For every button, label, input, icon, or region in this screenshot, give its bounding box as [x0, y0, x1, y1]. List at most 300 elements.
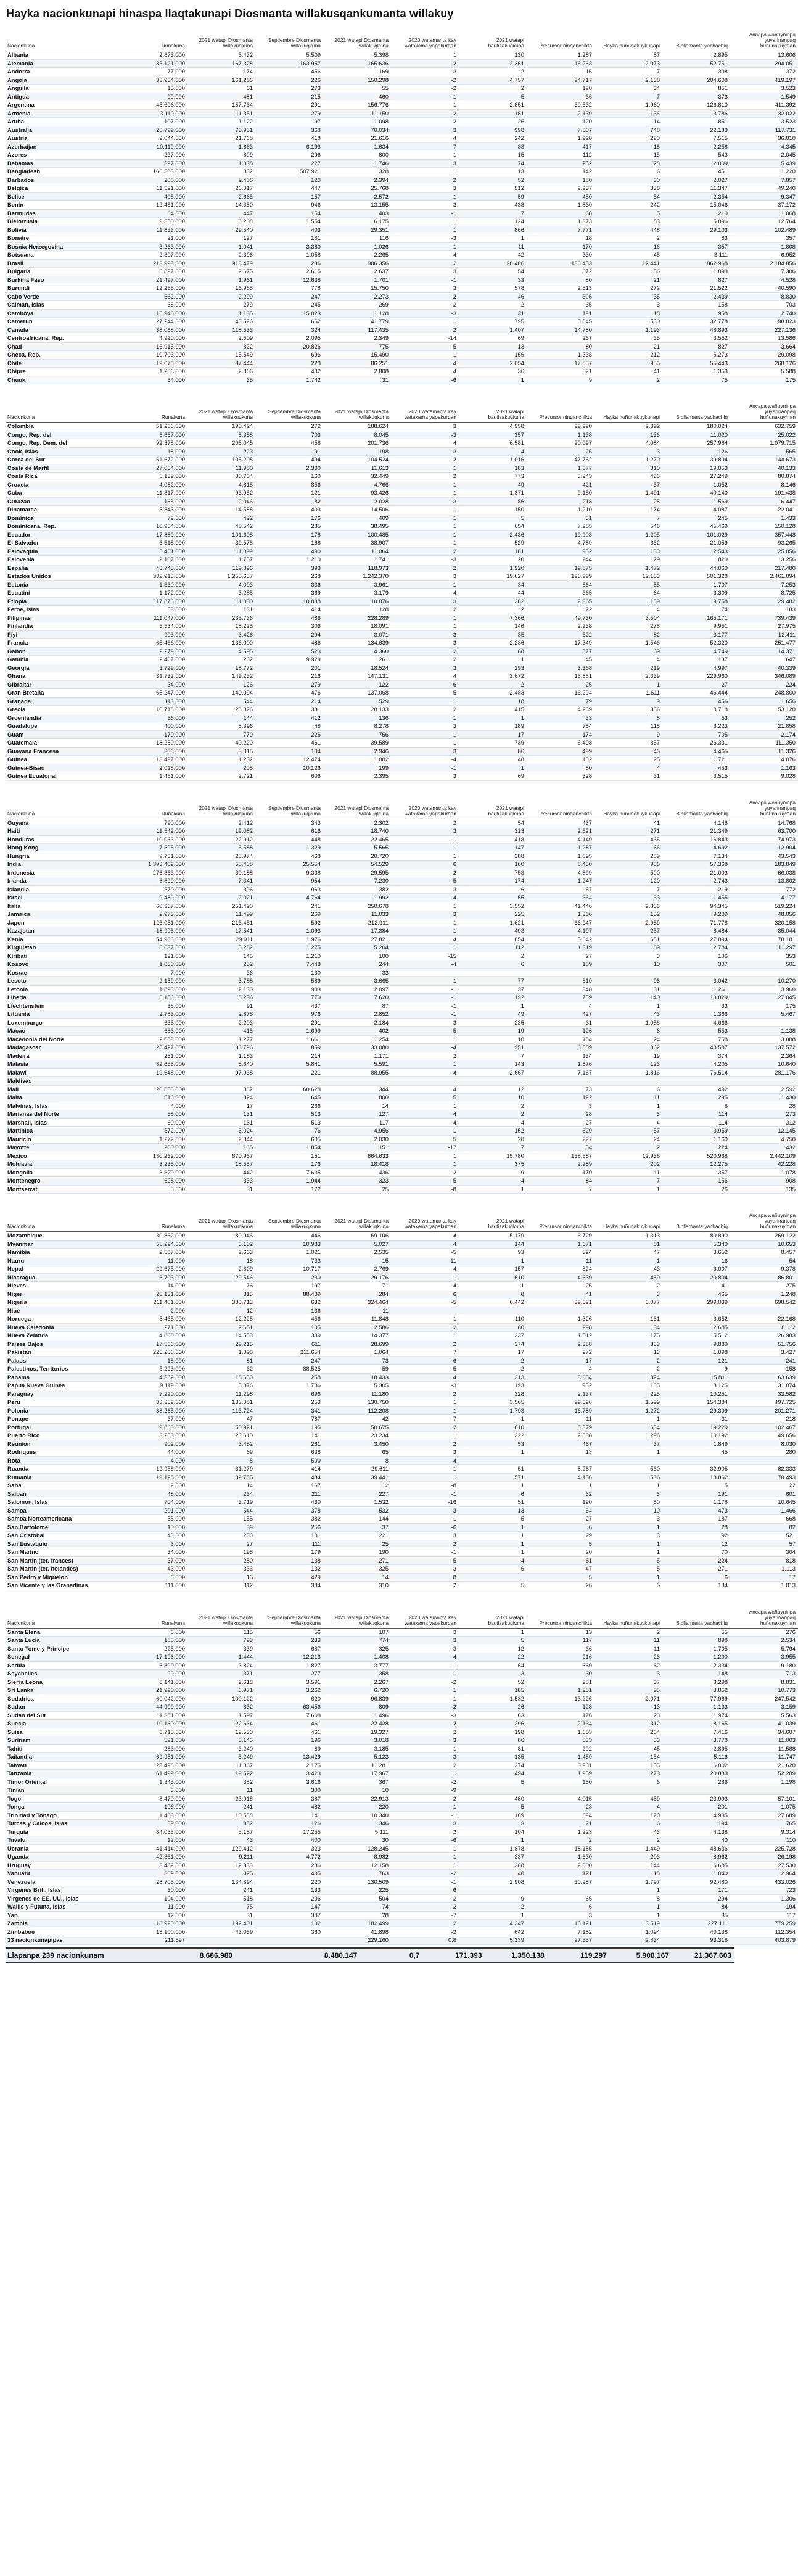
- table-cell: 1.068: [730, 209, 798, 218]
- table-cell: 62: [187, 1365, 255, 1374]
- table-cell: 763: [323, 1870, 391, 1878]
- table-cell: 194: [662, 1820, 730, 1828]
- country-name: Yap: [6, 1911, 120, 1920]
- table-cell: 1: [459, 1540, 527, 1548]
- table-cell: 7.220.000: [120, 1390, 187, 1398]
- table-cell: 312: [187, 1582, 255, 1590]
- column-header: Bibliamanta yachachiq: [662, 1207, 730, 1232]
- table-cell: 31: [527, 1018, 594, 1027]
- table-cell: 81: [187, 1356, 255, 1365]
- table-cell: 120: [255, 176, 323, 184]
- country-name: Guinea: [6, 756, 120, 764]
- table-cell: 998: [459, 126, 527, 134]
- table-cell: 261: [255, 1440, 323, 1448]
- table-cell: 1.532: [459, 1695, 527, 1703]
- table-cell: 40: [662, 1836, 730, 1845]
- table-cell: 3.177: [662, 630, 730, 639]
- table-cell: 8: [323, 1456, 391, 1465]
- table-cell: 3.423: [255, 1770, 323, 1778]
- table-cell: 1: [459, 714, 527, 722]
- table-cell: 130: [255, 968, 323, 977]
- table-cell: 809: [323, 1703, 391, 1712]
- table-cell: 136.453: [527, 259, 594, 268]
- country-name: Virgenes de EE. UU., Islas: [6, 1894, 120, 1903]
- table-cell: 499: [527, 747, 594, 756]
- table-cell: 11.613: [323, 464, 391, 473]
- table-cell: 5.180.000: [120, 994, 187, 1002]
- table-cell: 52.289: [730, 1770, 798, 1778]
- table-cell: 121: [662, 1356, 730, 1365]
- table-cell: 14.583: [187, 1332, 255, 1340]
- table-cell: 53: [662, 714, 730, 722]
- table-row: [6, 1332, 798, 1340]
- table-cell: 11: [594, 1645, 662, 1653]
- table-cell: 4: [391, 134, 459, 143]
- table-cell: -14: [391, 334, 459, 343]
- table-cell: 380.713: [187, 1298, 255, 1307]
- table-cell: 54: [459, 268, 527, 276]
- table-cell: 2.000: [120, 1482, 187, 1490]
- table-cell: 3.000: [120, 1540, 187, 1548]
- table-cell: 14: [594, 118, 662, 126]
- table-cell: 29.596: [527, 1398, 594, 1407]
- table-cell: 325: [323, 1565, 391, 1574]
- table-row: [6, 1490, 798, 1498]
- country-name: Samoa Norteamericana: [6, 1515, 120, 1524]
- country-name: Eslovenia: [6, 556, 120, 564]
- table-cell: 2.396: [187, 251, 255, 260]
- table-cell: 9.880: [662, 1340, 730, 1348]
- table-cell: 632: [255, 1298, 323, 1307]
- table-cell: 2.908: [459, 1878, 527, 1886]
- country-name: Malvinas, Islas: [6, 1102, 120, 1110]
- table-cell: 22.041: [730, 506, 798, 514]
- table-cell: 61: [187, 85, 255, 93]
- table-cell: 8.725: [730, 589, 798, 598]
- table-cell: 8: [594, 1894, 662, 1903]
- table-cell: 55.408: [187, 861, 255, 869]
- table-cell: 36: [527, 93, 594, 101]
- table-row: [6, 506, 798, 514]
- table-cell: 12.158: [323, 1861, 391, 1870]
- table-cell: 42: [323, 1415, 391, 1424]
- table-cell: 1: [459, 1185, 527, 1194]
- table-cell: 1: [391, 522, 459, 531]
- table-cell: 5.379: [527, 1423, 594, 1432]
- table-cell: 9.951: [662, 622, 730, 631]
- table-cell: 213.451: [187, 919, 255, 927]
- table-cell: 1.193: [594, 326, 662, 334]
- table-cell: 346.089: [730, 672, 798, 681]
- table-cell: -1: [391, 1515, 459, 1524]
- table-cell: 93.318: [662, 1936, 730, 1945]
- table-cell: 136: [255, 1307, 323, 1315]
- table-cell: 60.042.000: [120, 1695, 187, 1703]
- table-cell: 1.198: [730, 1778, 798, 1786]
- table-cell: 533: [527, 1736, 594, 1745]
- table-cell: 10: [459, 1035, 527, 1044]
- table-cell: 10.773: [730, 1686, 798, 1695]
- table-cell: 150: [459, 506, 527, 514]
- table-row: [6, 1168, 798, 1177]
- table-cell: 35: [187, 376, 255, 384]
- table-cell: 68: [527, 209, 594, 218]
- table-cell: 89: [594, 944, 662, 952]
- table-cell: 221: [255, 1068, 323, 1077]
- country-name: Palaos: [6, 1356, 120, 1365]
- table-row: [6, 1027, 798, 1036]
- table-row: [6, 1440, 798, 1448]
- column-header: Nacionkuna: [6, 1207, 120, 1232]
- table-cell: 2.946: [323, 747, 391, 756]
- table-cell: 632.759: [730, 423, 798, 431]
- table-cell: 269.122: [730, 1232, 798, 1241]
- country-name: Timor Oriental: [6, 1778, 120, 1786]
- table-cell: 273: [255, 85, 323, 93]
- table-row: [6, 1290, 798, 1298]
- country-name: Burkina Faso: [6, 276, 120, 284]
- table-row: [6, 1232, 798, 1241]
- country-name: Trinidad y Tobago: [6, 1811, 120, 1820]
- table-cell: 14: [187, 1482, 255, 1490]
- table-cell: 2.856: [594, 902, 662, 910]
- table-cell: 251.477: [730, 639, 798, 648]
- table-cell: 190: [527, 1498, 594, 1507]
- table-cell: 6.685: [662, 1861, 730, 1870]
- table-row: [6, 514, 798, 522]
- table-cell: 5: [459, 1778, 527, 1786]
- table-cell: 134: [527, 1052, 594, 1060]
- table-row: [6, 334, 798, 343]
- table-cell: -1: [391, 764, 459, 772]
- table-row: [6, 852, 798, 861]
- column-header: Bibliamanta yachachiq: [662, 27, 730, 51]
- table-cell: 1.113: [730, 1565, 798, 1574]
- table-row: [6, 118, 798, 126]
- table-cell: 28.705.000: [120, 1878, 187, 1886]
- table-cell: 30: [594, 176, 662, 184]
- country-name: Belgica: [6, 184, 120, 193]
- country-name: Saipan: [6, 1490, 120, 1498]
- table-cell: 65: [323, 1448, 391, 1457]
- table-cell: 40: [459, 1870, 527, 1878]
- table-cell: 2.586: [323, 1323, 391, 1332]
- table-cell: 37.000: [120, 1556, 187, 1565]
- table-cell: 2: [391, 606, 459, 614]
- table-cell: 2.769: [323, 1265, 391, 1274]
- table-cell: 97: [255, 118, 323, 126]
- table-cell: 38.495: [323, 522, 391, 531]
- table-cell: 53.120: [730, 706, 798, 714]
- table-cell: 27.689: [730, 1811, 798, 1820]
- table-cell: 4: [594, 1118, 662, 1127]
- table-cell: 191: [662, 1490, 730, 1498]
- table-cell: 866: [459, 226, 527, 234]
- table-cell: 529: [459, 539, 527, 548]
- table-cell: 39.621: [527, 1298, 594, 1307]
- table-cell: 20.826: [255, 342, 323, 351]
- table-cell: 1: [594, 1903, 662, 1912]
- table-cell: 774: [323, 1637, 391, 1645]
- table-cell: 324: [594, 1373, 662, 1382]
- table-cell: 1.128: [323, 309, 391, 318]
- table-cell: 328: [527, 772, 594, 781]
- table-cell: -3: [391, 1711, 459, 1720]
- table-cell: 235.736: [187, 614, 255, 622]
- country-name: Gabon: [6, 647, 120, 656]
- table-cell: 1.338: [527, 351, 594, 360]
- table-cell: 516.000: [120, 1094, 187, 1102]
- country-name: Filipinas: [6, 614, 120, 622]
- table-cell: 2: [391, 547, 459, 556]
- table-cell: 144.673: [730, 456, 798, 464]
- table-cell: 136: [323, 714, 391, 722]
- table-cell: [459, 1456, 527, 1465]
- table-cell: 247.542: [730, 1695, 798, 1703]
- table-cell: 2: [459, 1365, 527, 1374]
- table-cell: 1.701: [323, 276, 391, 284]
- table-cell: 571: [459, 1473, 527, 1482]
- table-row: [6, 1744, 798, 1753]
- table-cell: 564: [527, 580, 594, 589]
- table-cell: 25: [594, 497, 662, 506]
- country-name: Senegal: [6, 1653, 120, 1662]
- statistics-table: [6, 1207, 798, 1590]
- table-cell: 1.576: [527, 1060, 594, 1069]
- table-cell: 415: [459, 706, 527, 714]
- table-cell: 35: [527, 301, 594, 310]
- table-row: [6, 647, 798, 656]
- table-row: [6, 1348, 798, 1357]
- table-cell: 13: [459, 342, 527, 351]
- table-cell: -6: [391, 680, 459, 689]
- table-cell: 165.000: [120, 497, 187, 506]
- table-cell: 2.339: [594, 672, 662, 681]
- table-cell: 66.947: [527, 919, 594, 927]
- column-header: Hayka huñunakuykunapi: [594, 398, 662, 423]
- table-cell: 3.552: [662, 334, 730, 343]
- table-cell: 20.804: [662, 1273, 730, 1282]
- table-row: [6, 447, 798, 456]
- table-cell: 2: [459, 952, 527, 960]
- column-header: Ancapa wañuyninpa yuyarinanpaq huñunakuyman: [730, 398, 798, 423]
- table-cell: 194: [730, 1903, 798, 1912]
- table-cell: 118.533: [187, 326, 255, 334]
- table-cell: 2: [459, 1102, 527, 1110]
- table-cell: 25: [527, 447, 594, 456]
- table-cell: 20.406: [459, 259, 527, 268]
- table-cell: 156: [662, 1177, 730, 1186]
- table-cell: 493: [459, 927, 527, 936]
- table-row: [6, 201, 798, 210]
- table-cell: 1.082: [323, 756, 391, 764]
- table-cell: 3.719: [187, 1498, 255, 1507]
- country-name: Guam: [6, 730, 120, 739]
- table-cell: 117: [527, 1637, 594, 1645]
- table-cell: 1.699: [255, 1027, 323, 1036]
- table-cell: 1.854: [255, 1144, 323, 1152]
- country-name: Ghana: [6, 672, 120, 681]
- table-cell: 436: [323, 1168, 391, 1177]
- table-cell: 4: [527, 1365, 594, 1374]
- country-name: San Bartolome: [6, 1523, 120, 1532]
- table-cell: 3.018: [323, 1736, 391, 1745]
- table-cell: 2.000: [120, 1307, 187, 1315]
- table-cell: 224: [662, 1144, 730, 1152]
- table-cell: 779.259: [730, 1920, 798, 1928]
- table-cell: 102.467: [730, 1423, 798, 1432]
- country-name: Sudan del Sur: [6, 1711, 120, 1720]
- table-cell: 6.518.000: [120, 539, 187, 548]
- table-cell: 50: [527, 764, 594, 772]
- table-cell: 104.000: [120, 1894, 187, 1903]
- table-row: [6, 1185, 798, 1194]
- table-cell: -2: [391, 301, 459, 310]
- table-cell: 1.178: [662, 1498, 730, 1507]
- table-cell: 2.873.000: [120, 51, 187, 60]
- table-cell: 87.444: [187, 359, 255, 368]
- country-name: Canada: [6, 326, 120, 334]
- table-cell: 16.121: [527, 1920, 594, 1928]
- table-cell: 4.772: [255, 1853, 323, 1862]
- table-cell: 154: [255, 209, 323, 218]
- table-cell: 1: [391, 622, 459, 631]
- table-cell: 63.700: [730, 827, 798, 836]
- table-cell: 63.456: [255, 1703, 323, 1712]
- table-cell: 31.279: [187, 1465, 255, 1474]
- table-cell: 190.424: [187, 423, 255, 431]
- table-cell: 21.616: [323, 134, 391, 143]
- table-cell: 25.768: [323, 184, 391, 193]
- table-cell: 5.534.000: [120, 622, 187, 631]
- table-cell: 69.951.000: [120, 1753, 187, 1762]
- country-name: Noruega: [6, 1315, 120, 1324]
- table-cell: 227: [255, 159, 323, 168]
- table-cell: -5: [391, 1249, 459, 1257]
- table-cell: 862.968: [662, 259, 730, 268]
- table-cell: 10.718.000: [120, 706, 187, 714]
- table-cell: 1: [391, 1160, 459, 1169]
- table-cell: 30: [323, 1836, 391, 1845]
- table-cell: 7.448: [255, 960, 323, 969]
- column-header: Runakuna: [120, 27, 187, 51]
- table-cell: 282: [459, 597, 527, 606]
- table-cell: 13: [527, 1628, 594, 1637]
- table-cell: 3: [391, 1753, 459, 1762]
- table-cell: 9.489.000: [120, 894, 187, 902]
- table-cell: 2.237: [527, 184, 594, 193]
- table-cell: 3: [391, 1448, 459, 1457]
- table-cell: 14.371: [730, 647, 798, 656]
- table-cell: 43.543: [730, 852, 798, 861]
- table-cell: 6.802: [662, 1761, 730, 1770]
- table-cell: 29: [594, 556, 662, 564]
- table-cell: 25: [527, 1282, 594, 1290]
- country-name: Tanzania: [6, 1770, 120, 1778]
- table-cell: -1: [391, 1548, 459, 1557]
- table-cell: 510: [527, 977, 594, 986]
- table-cell: 5: [391, 1027, 459, 1036]
- table-row: [6, 1273, 798, 1282]
- table-cell: 63: [459, 1711, 527, 1720]
- table-cell: -: [459, 1077, 527, 1086]
- table-cell: 1.444: [187, 1653, 255, 1662]
- table-cell: 105.208: [187, 456, 255, 464]
- table-cell: 5.223.000: [120, 1365, 187, 1374]
- table-cell: 126: [187, 680, 255, 689]
- table-cell: 770: [187, 730, 255, 739]
- table-cell: 5.139.000: [120, 473, 187, 481]
- table-cell: -: [594, 1077, 662, 1086]
- table-row: [6, 1110, 798, 1119]
- table-cell: 212.911: [323, 919, 391, 927]
- country-name: Uganda: [6, 1853, 120, 1862]
- table-cell: 39.578: [187, 539, 255, 548]
- table-cell: 381: [255, 706, 323, 714]
- table-cell: 113.000: [120, 697, 187, 706]
- table-cell: 137.572: [730, 1044, 798, 1052]
- table-cell: 16.965: [187, 284, 255, 293]
- table-cell: 219: [662, 885, 730, 894]
- table-cell: 31: [594, 772, 662, 781]
- table-cell: 2.587.000: [120, 1249, 187, 1257]
- table-cell: 22.183: [662, 126, 730, 134]
- table-cell: 241: [187, 1886, 255, 1895]
- table-cell: 1.171: [323, 1052, 391, 1060]
- country-name: Cabo Verde: [6, 292, 120, 301]
- table-row: [6, 1052, 798, 1060]
- table-cell: 10.000: [120, 1523, 187, 1532]
- table-row: [6, 1836, 798, 1845]
- table-cell: 1: [594, 1002, 662, 1010]
- table-cell: 45: [527, 656, 594, 664]
- table-cell: 22.912: [187, 835, 255, 844]
- table-cell: 21.003: [662, 869, 730, 877]
- country-name: Costa de Marfil: [6, 464, 120, 473]
- table-cell: 4: [391, 1653, 459, 1662]
- table-cell: 2.412: [187, 819, 255, 827]
- table-cell: 35.044: [730, 927, 798, 936]
- table-cell: 251.490: [187, 902, 255, 910]
- table-cell: 382: [187, 1778, 255, 1786]
- country-name: Etiopia: [6, 597, 120, 606]
- table-cell: 10.954.000: [120, 522, 187, 531]
- table-cell: 2.685: [662, 1323, 730, 1332]
- table-cell: 76: [187, 1282, 255, 1290]
- country-name: Namibia: [6, 1249, 120, 1257]
- table-cell: 51.672.000: [120, 456, 187, 464]
- table-cell: 281.176: [730, 1068, 798, 1077]
- table-cell: 93.265: [730, 539, 798, 548]
- table-cell: 192.401: [187, 1920, 255, 1928]
- table-cell: 482: [255, 1803, 323, 1812]
- table-cell: 357: [730, 234, 798, 243]
- table-cell: 77.000: [120, 68, 187, 76]
- table-row: [6, 1670, 798, 1678]
- column-header: 2021 watapi Diosmanta willakuqkuna: [323, 1207, 391, 1232]
- table-cell: 3.380: [255, 242, 323, 251]
- table-cell: 4.899: [527, 869, 594, 877]
- table-cell: -8: [391, 1482, 459, 1490]
- table-cell: 81: [594, 1240, 662, 1249]
- table-cell: 121: [255, 489, 323, 498]
- table-cell: 9.028: [730, 772, 798, 781]
- country-name: Botsuana: [6, 251, 120, 260]
- table-row: [6, 1323, 798, 1332]
- country-name: Puerto Rico: [6, 1432, 120, 1440]
- table-cell: 5.642: [527, 935, 594, 944]
- table-row: [6, 251, 798, 260]
